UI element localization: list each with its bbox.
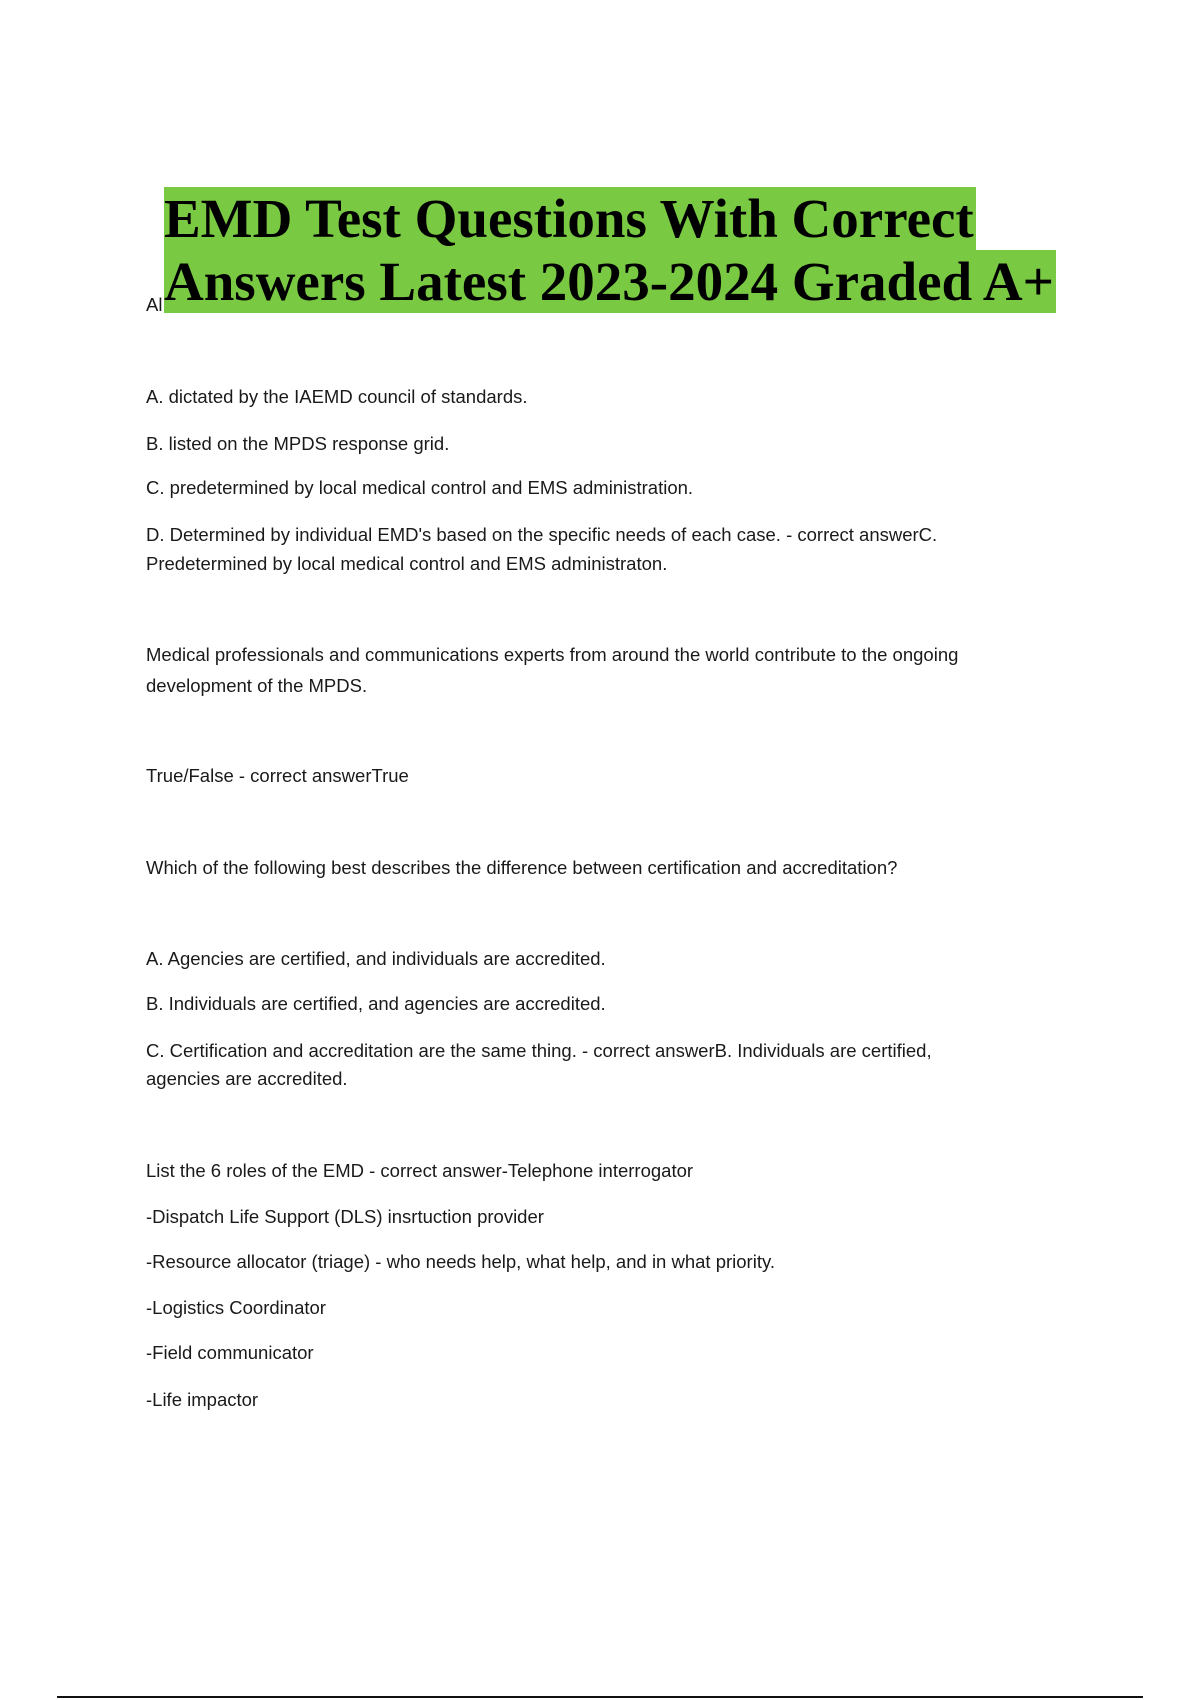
document-title — [164, 187, 1056, 313]
list-item: -Life impactor — [146, 1389, 259, 1410]
answer-text: Predetermined by local medical control and EMS administraton. — [146, 553, 668, 574]
answer-option: C. predetermined by local medical control and EMS administration. — [146, 477, 694, 498]
answer-option: A. dictated by the IAEMD council of standards. — [146, 386, 528, 407]
answer-option: B. Individuals are certified, and agencies are accredited. — [146, 993, 606, 1014]
answer-text: True/False - correct answerTrue — [146, 765, 409, 786]
list-item: -Dispatch Life Support (DLS) insrtuction provider — [146, 1206, 544, 1227]
title-line-1: EMD Test Questions With Correct — [164, 188, 974, 249]
answer-option: A. Agencies are certified, and individuals are accredited. — [146, 948, 606, 969]
question-text: List the 6 roles of the EMD - correct answer-Telephone interrogator — [146, 1160, 694, 1181]
page-divider — [57, 1696, 1143, 1698]
question-text: development of the MPDS. — [146, 675, 368, 696]
title-line-2: Answers Latest 2023-2024 Graded A+ — [164, 251, 1054, 312]
list-item: -Field communicator — [146, 1342, 314, 1363]
occluded-question-text: Al — [146, 294, 163, 315]
list-item: -Logistics Coordinator — [146, 1297, 326, 1318]
question-text: Which of the following best describes the difference between certification and accreditation? — [146, 857, 898, 878]
question-text: Medical professionals and communications experts from around the world contribute to the ongoing — [146, 644, 959, 665]
answer-text: agencies are accredited. — [146, 1068, 348, 1089]
list-item: -Resource allocator (triage) - who needs help, what help, and in what priority. — [146, 1251, 775, 1272]
answer-option: B. listed on the MPDS response grid. — [146, 433, 450, 454]
answer-option: C. Certification and accreditation are the same thing. - correct answerB. Individuals are certified, — [146, 1040, 932, 1061]
answer-option: D. Determined by individual EMD's based on the specific needs of each case. - correct answerC. — [146, 524, 938, 545]
